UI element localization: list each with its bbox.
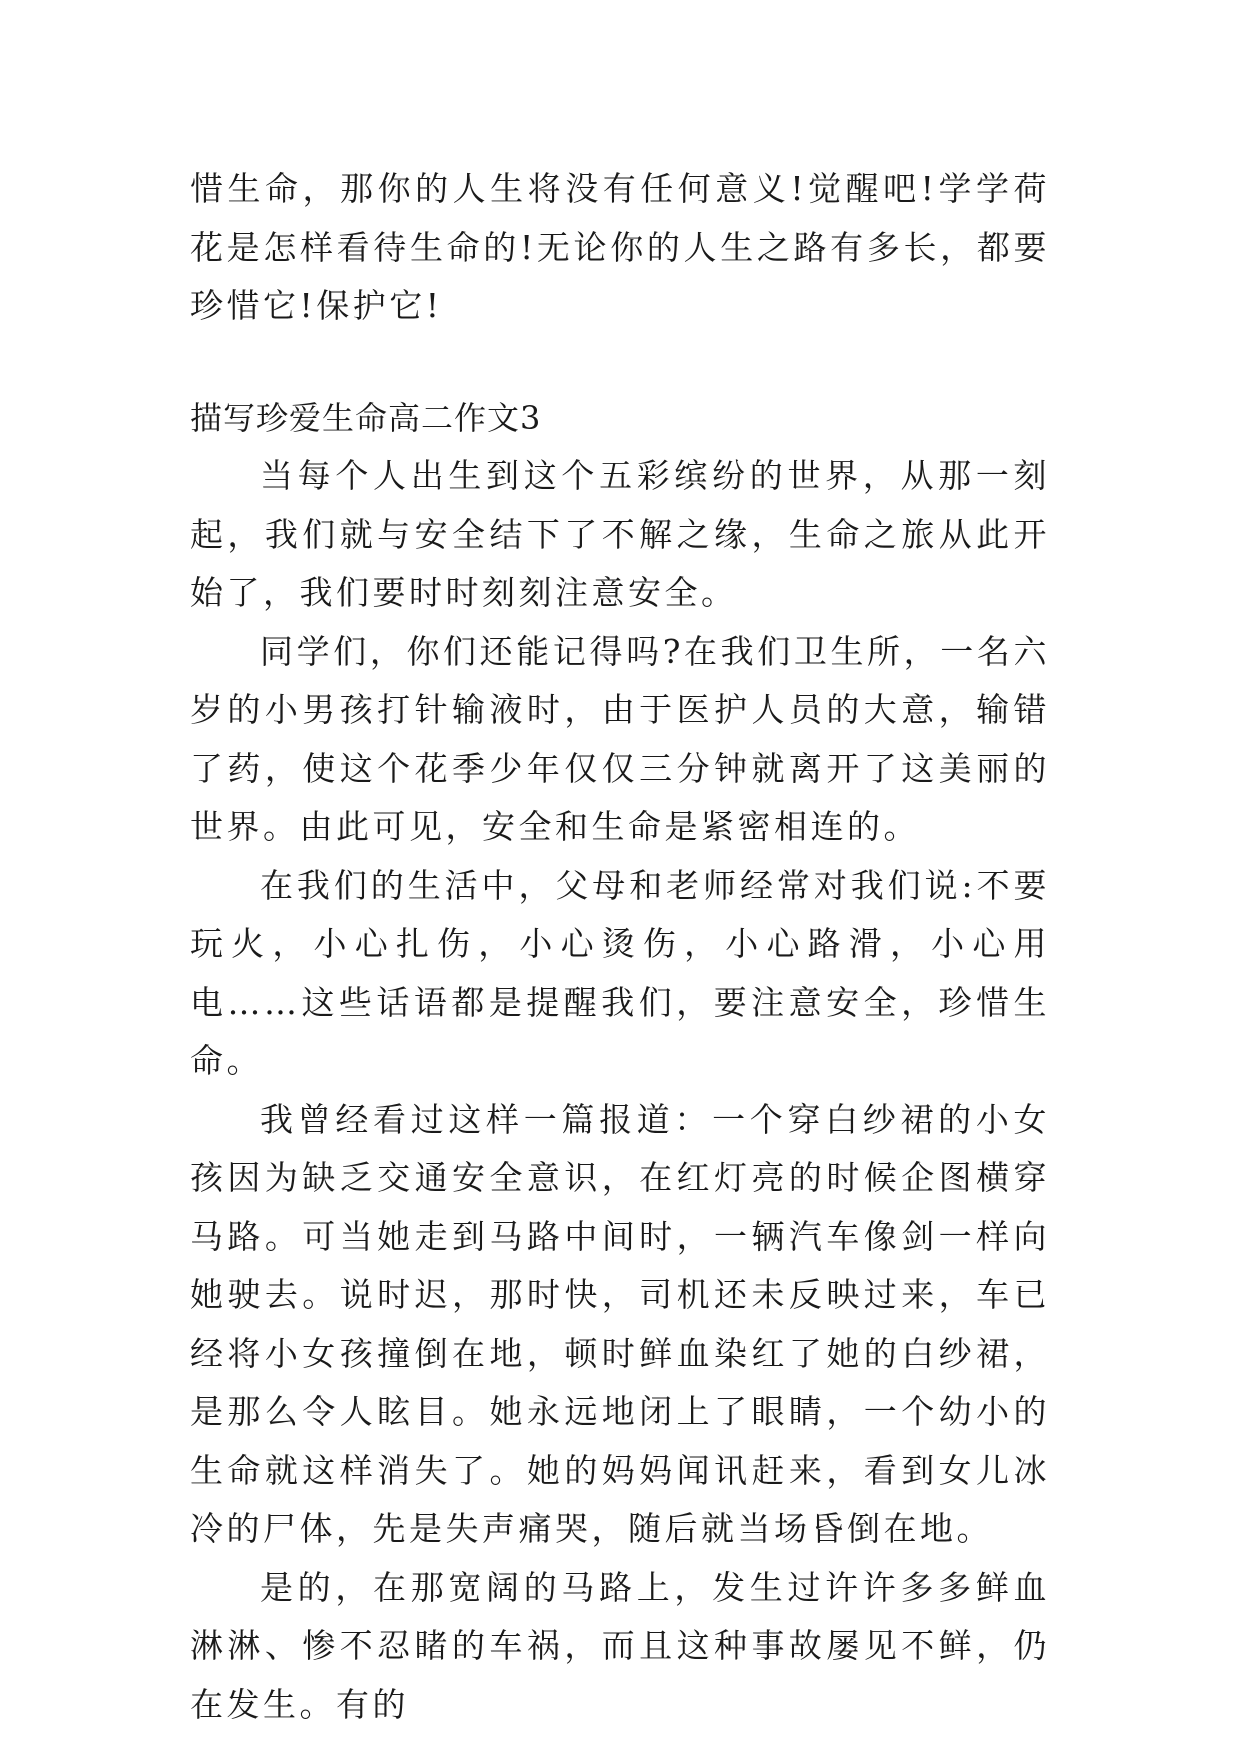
body-paragraphs <box>190 447 1050 1734</box>
paragraph-3: 在我们的生活中，父母和老师经常对我们说:不要玩火，小心扎伤，小心烫伤，小心路滑，小心用电……这些话语都是提醒我们，要注意安全，珍惜生命。 <box>190 865 1050 1080</box>
section-title: 描写珍爱生命高二作文3 <box>190 399 542 437</box>
continuation-paragraph-block <box>190 160 1050 336</box>
paragraph-2: 同学们，你们还能记得吗?在我们卫生所，一名六岁的小男孩打针输液时，由于医护人员的大意，输错了药，使这个花季少年仅仅三分钟就离开了这美丽的世界。由此可见，安全和生命是紧密相连的。 <box>190 631 1050 846</box>
continuation-paragraph: 惜生命，那你的人生将没有任何意义!觉醒吧!学学荷花是怎样看待生命的!无论你的人生之路有多长，都要珍惜它!保护它! <box>190 169 1050 325</box>
paragraph-1: 当每个人出生到这个五彩缤纷的世界，从那一刻起，我们就与安全结下了不解之缘，生命之旅从此开始了，我们要时时刻刻注意安全。 <box>190 456 1050 612</box>
paragraph-5: 是的，在那宽阔的马路上，发生过许许多多鲜血淋淋、惨不忍睹的车祸，而且这种事故屡见不鲜，仍在发生。有的 <box>190 1567 1050 1724</box>
paragraph-4: 我曾经看过这样一篇报道：一个穿白纱裙的小女孩因为缺乏交通安全意识，在红灯亮的时候企图横穿马路。可当她走到马路中间时，一辆汽车像剑一样向她驶去。说时迟，那时快，司机还未反映过来，车已经将小女孩撞倒在地，顿时鲜血染红了她的白纱裙，是那么令人眩目。她永远地闭上了眼睛，一个幼小的生命就这样消失了。她的妈妈闻讯赶来，看到女儿冰冷的尸体，先是失声痛哭，随后就当场昏倒在地。 <box>190 1099 1050 1548</box>
